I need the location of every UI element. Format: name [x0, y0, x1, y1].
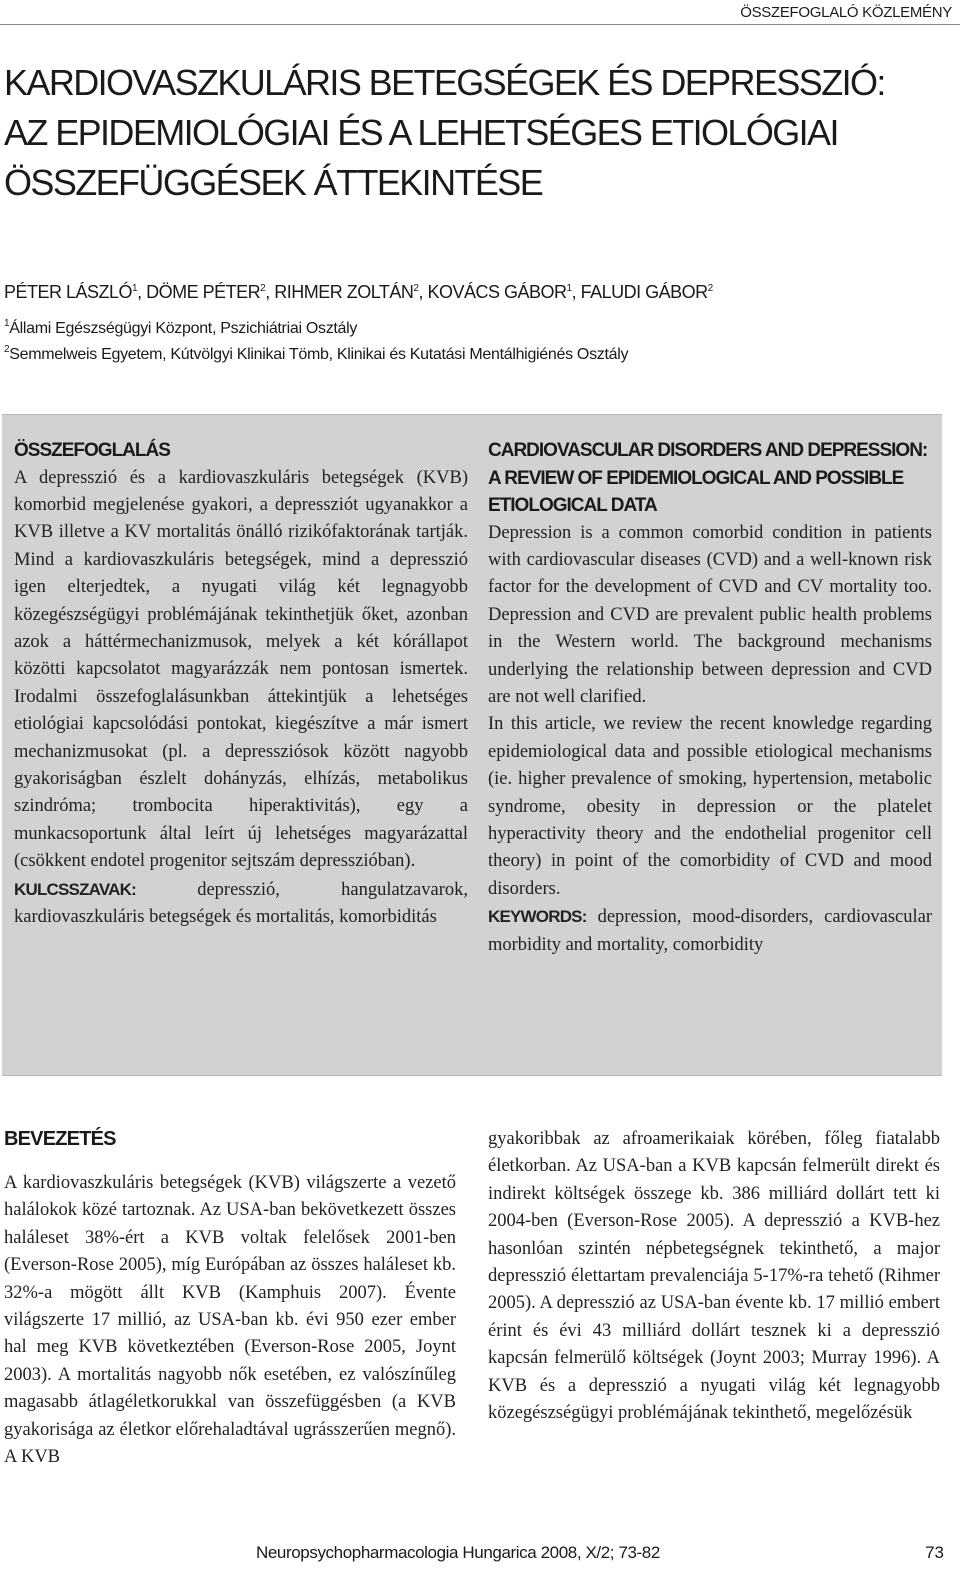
abstract-body-2: In this article, we review the recent knowledge regarding epidemiological data and possible etiological mechanisms (ie. higher prevalence of smoking, hypertension, metabolic syndrome, obesity in depression or the platelet hyperactivity theory and the endothelial progenitor cell theory) in point of the comorbidity of CVD and mood disorders.	[488, 714, 932, 899]
abstract-heading: CARDIOVASCULAR DISORDERS AND DEPRESSION: A REVIEW OF EPIDEMIOLOGICAL AND POSSIBLE ETIOLOGICAL DATA	[488, 440, 928, 516]
author-aff: 1	[566, 283, 572, 294]
intro-right-column	[488, 1126, 940, 1427]
author-sep: ,	[265, 282, 275, 302]
abstract-body: A depresszió és a kardiovaszkuláris betegségek (KVB) komorbid megjelenése gyakori, a depressziót ugyanakkor a KVB illetve a KV mortalitás önálló rizikófaktorának tartják. Mind a kardiovaszkuláris betegségek, mind a depresszió igen elterjedtek, a nyugati világ két legnagyobb közegészségügyi problémájának tekinthetjük őket, azonban azok a háttérmechanizmusok, melyek a két kórállapot közötti kapcsolatot magyarázzák nem pontosan ismertek. Irodalmi összefoglalásunkban áttekintjük a lehetséges etiológiai kapcsolódási pontokat, kiegészítve a már ismert mechanizmusokat (pl. a depressziósok között nagyobb gyakoriságban észlelt dohányzás, elhízás, metabolikus szindróma; trombocita hiperaktivitás), egy a munkacsoportunk által leírt új lehetséges magyarázattal (csökkent endotel progenitor sejtszám depresszióban).	[14, 467, 468, 872]
author-sep: ,	[418, 282, 428, 302]
affiliation-2	[4, 346, 944, 364]
abstract-hungarian	[14, 437, 468, 931]
affiliation-num: 2	[4, 344, 10, 355]
author-aff: 2	[260, 283, 266, 294]
author-list	[4, 282, 944, 303]
intro-left-column	[4, 1124, 456, 1471]
keywords-text: depresszió, hangulatzavarok, kardiovaszkuláris betegségek és mortalitás, komorbiditás	[14, 879, 468, 927]
abstract-text	[488, 520, 932, 960]
author-sep: ,	[571, 282, 581, 302]
affiliation-1	[4, 320, 944, 338]
abstract-box	[2, 414, 942, 1076]
top-rule	[0, 24, 960, 25]
abstract-heading: ÖSSZEFOGLALÁS	[14, 440, 170, 461]
page-number: 73	[925, 1543, 944, 1562]
author-aff: 1	[132, 283, 138, 294]
article-title: KARDIOVASZKULÁRIS BETEGSÉGEK ÉS DEPRESSZIÓ: AZ EPIDEMIOLÓGIAI ÉS A LEHETSÉGES ETIOLÓGIAI ÖSSZEFÜGGÉSEK ÁTTEKINTÉSE	[4, 62, 885, 203]
author-name: FALUDI GÁBOR	[580, 282, 708, 302]
abstract-body-1: Depression is a common comorbid condition in patients with cardiovascular diseases (CVD) and a well-known risk factor for the development of CVD and CV mortality too. Depression and CVD are prevalent public health problems in the Western world. The background mechanisms underlying the relationship between depression and CVD are not well clarified.	[488, 522, 932, 707]
body-paragraph: gyakoribbak az afroamerikaiak körében, főleg fiatalabb életkorban. Az USA-ban a KVB kapcsán felmerült direkt és indirekt költségek összege kb. 386 milliárd dollárt tett ki 2004-ben (Everson-Rose 2005). A depresszió a KVB-hez hasonlóan szintén népbetegségnek tekinthető, a major depresszió élettartam prevalenciája 5-17%-ra tehető (Rihmer 2005). A depresszió az USA-ban évente kb. 17 millió embert érint és évi 43 milliárd dollárt tesznek ki a depresszió kapcsán felmerülő költségek (Joynt 2003; Murray 1996). A KVB és a depresszió a nyugati világ két legnagyobb közegészségügyi problémájának tekinthető, megelőzésük	[488, 1129, 940, 1424]
author-name: KOVÁCS GÁBOR	[427, 282, 567, 302]
affiliation-text: Állami Egészségügyi Központ, Pszichiátriai Osztály	[9, 320, 358, 337]
keywords-label: KEYWORDS:	[488, 907, 587, 927]
abstract-english	[488, 437, 932, 959]
body-paragraph: A kardiovaszkuláris betegségek (KVB) világszerte a vezető halálokok közé tartoznak. Az USA-ban bekövetkezett összes haláleset 38%-ért a KVB voltak felelősek 2001-ben (Everson-Rose 2005), míg Európában az összes haláleset kb. 32%-a mögött állt KVB (Kamphuis 2007). Évente világszerte 17 millió, az USA-ban kb. évi 950 ezer ember hal meg KVB következtében (Everson-Rose 2005, Joynt 2003). A mortalitás nagyobb nők esetében, ez valószínűleg magasabb átlagéletkorukkal van összefüggésben (a KVB gyakorisága az életkor előrehaladtával ugrásszerűen megnő). A KVB	[4, 1173, 456, 1468]
author-name: DÖME PÉTER	[146, 282, 261, 302]
abstract-text	[14, 465, 468, 932]
keywords-text: depression, mood-disorders, cardiovascular morbidity and mortality, comorbidity	[488, 907, 932, 955]
affiliation-num: 1	[4, 318, 10, 329]
author-name: RIHMER ZOLTÁN	[274, 282, 414, 302]
author-sep: ,	[137, 282, 147, 302]
author-name: PÉTER LÁSZLÓ	[4, 282, 133, 302]
affiliation-text: Semmelweis Egyetem, Kútvölgyi Klinikai Tömb, Klinikai és Kutatási Mentálhigiénés Osztály	[9, 346, 629, 363]
section-label: ÖSSZEFOGLALÓ KÖZLEMÉNY	[740, 4, 952, 21]
section-heading: BEVEZETÉS	[4, 1128, 116, 1150]
author-aff: 2	[707, 283, 713, 294]
author-aff: 2	[413, 283, 419, 294]
keywords-label: KULCSSZAVAK:	[14, 879, 136, 899]
footer-journal: Neuropsychopharmacologia Hungarica 2008, X/2; 73-82	[256, 1543, 660, 1562]
